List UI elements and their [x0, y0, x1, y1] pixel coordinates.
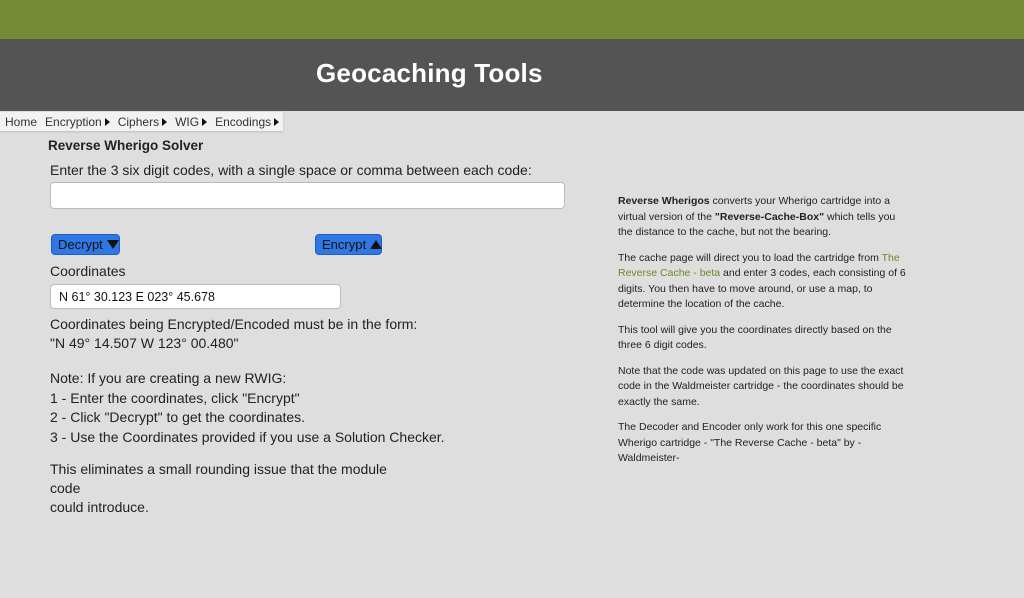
encrypt-button[interactable]: [315, 234, 382, 255]
caret-right-icon: [162, 118, 167, 126]
breadcrumb-encodings[interactable]: Encodings: [215, 115, 279, 129]
solver-title: Reverse Wherigo Solver: [48, 138, 204, 153]
breadcrumb-encryption[interactable]: Encryption: [45, 115, 110, 129]
rwig-note-line: 1 - Enter the coordinates, click "Encrypt": [50, 389, 300, 406]
info-paragraph: The cache page will direct you to load the cartridge from The Reverse Cache - beta and enter 3 codes, each consisting of 6 digits. You then have to move around, or use a map, to determine the location of the cache.: [618, 251, 906, 310]
rounding-note-line: could introduce.: [50, 499, 149, 515]
triangle-up-icon: [370, 240, 382, 249]
rwig-note-line: Note: If you are creating a new RWIG:: [50, 370, 287, 386]
site-header: [0, 39, 1024, 111]
caret-right-icon: [274, 118, 279, 126]
coordinates-label: Coordinates: [50, 263, 126, 279]
breadcrumb-ciphers[interactable]: Ciphers: [118, 115, 167, 129]
breadcrumb: [0, 112, 283, 131]
codes-input[interactable]: [50, 182, 565, 209]
breadcrumb-home[interactable]: Home: [5, 114, 38, 129]
codes-instruction: Enter the 3 six digit codes, with a single space or comma between each code:: [50, 162, 532, 178]
decrypt-button[interactable]: [51, 234, 120, 255]
top-bar: [0, 0, 1024, 39]
info-paragraph: Reverse Wherigos converts your Wherigo cartridge into a virtual version of the "Reverse-Cache-Box" which tells you the distance to the cache, but not the bearing.: [618, 195, 896, 238]
info-paragraph: The Decoder and Encoder only work for this one specific Wherigo cartridge - "The Reverse Cache - beta" by -Waldmeister-: [618, 421, 882, 464]
info-paragraph: Note that the code was updated on this page to use the exact code in the Waldmeister cartridge - the coordinates should be exactly the same.: [618, 364, 904, 408]
info-sidebar: [618, 194, 908, 477]
rwig-note-line: 3 - Use the Coordinates provided if you use a Solution Checker.: [50, 428, 445, 445]
info-paragraph: This tool will give you the coordinates directly based on the three 6 digit codes.: [618, 323, 892, 351]
coordinates-format-note: [50, 315, 417, 353]
caret-right-icon: [202, 118, 207, 126]
rounding-note: [50, 460, 420, 517]
decrypt-label: Decrypt: [58, 237, 103, 252]
coordinates-input[interactable]: [50, 284, 341, 309]
format-note-line: Coordinates being Encrypted/Encoded must be in the form:: [50, 316, 418, 332]
encrypt-label: Encrypt: [322, 237, 367, 252]
rounding-note-line: This eliminates a small rounding issue that the module code: [50, 461, 387, 496]
caret-right-icon: [105, 118, 110, 126]
page-title: Geocaching Tools: [316, 58, 543, 88]
breadcrumb-wig[interactable]: WIG: [175, 115, 207, 129]
format-note-example: "N 49° 14.507 W 123° 00.480": [50, 335, 239, 351]
rwig-note: [50, 369, 445, 447]
rwig-note-line: 2 - Click "Decrypt" to get the coordinates.: [50, 409, 306, 425]
reverse-cache-link[interactable]: The Reverse Cache - beta: [618, 251, 900, 279]
triangle-down-icon: [107, 240, 119, 249]
